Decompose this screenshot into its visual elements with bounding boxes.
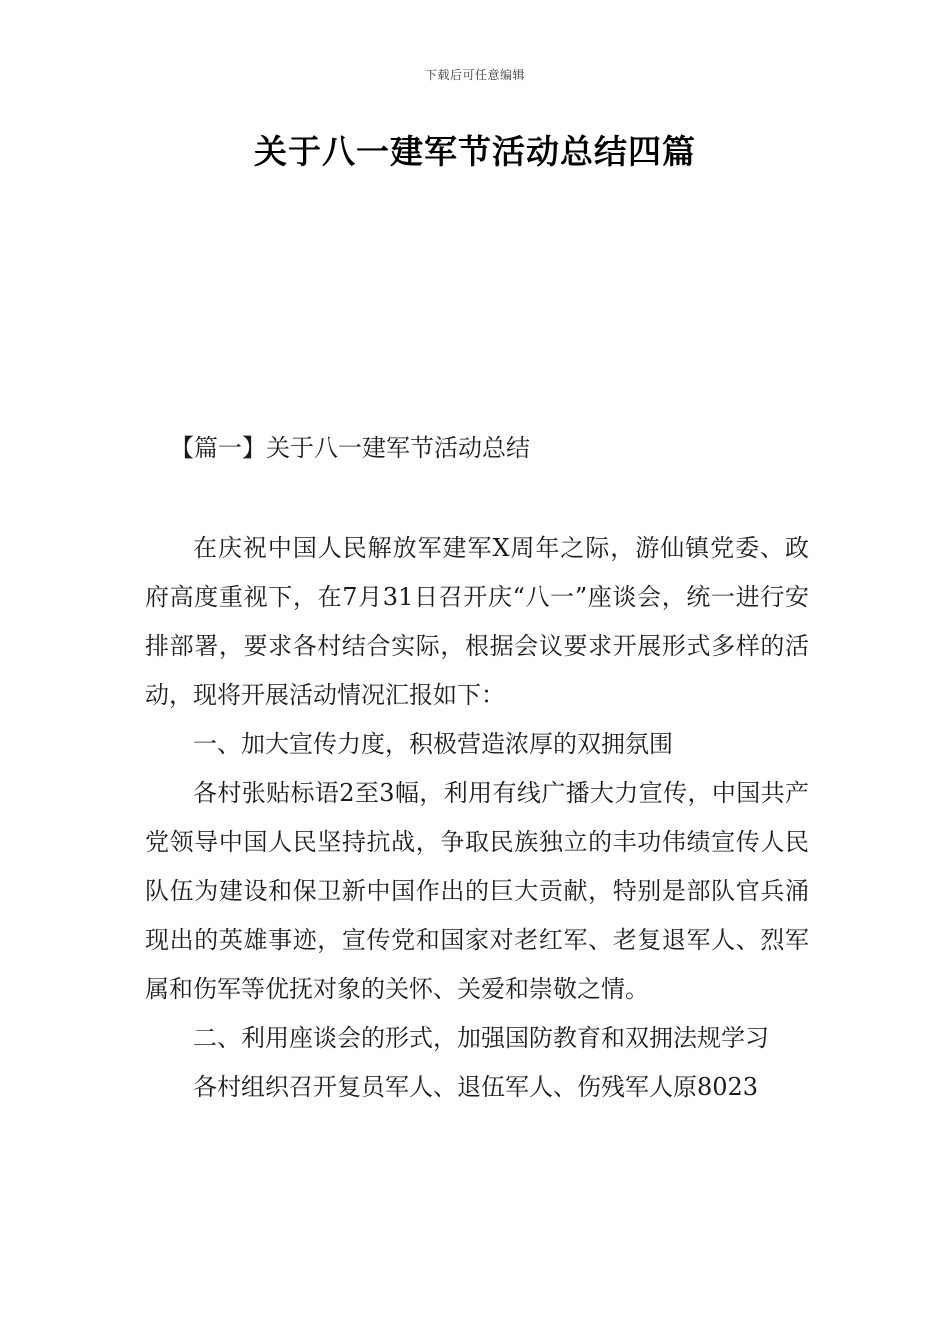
paragraph-meetings: 各村组织召开复员军人、退伍军人、伤残军人原8023 [193,1073,759,1101]
section-heading: 【篇一】关于八一建军节活动总结 [170,434,530,462]
document-title: 关于八一建军节活动总结四篇 [254,132,696,171]
paragraph-heading-one: 一、加大宣传力度，积极营造浓厚的双拥氛围 [193,730,673,758]
paragraph-publicity: 各村张贴标语2至3幅，利用有线广播大力宣传，中国共产党领导中国人民坚持抗战，争取民族独立的丰功伟绩宣传人民队伍为建设和保卫新中国作出的巨大贡献，特别是部队官兵涌现出的英雄事迹，宣传党和国家对老红军、老复退军人、烈军属和伤军等优抚对象的关怀、关爱和崇敬之情。 [145,779,809,1003]
paragraph-intro: 在庆祝中国人民解放军建军X周年之际，游仙镇党委、政府高度重视下，在7月31日召开庆“八一”座谈会，统一进行安排部署，要求各村结合实际，根据会议要求开展形式多样的活动，现将开展活动情况汇报如下： [145,534,809,709]
header-note: 下载后可任意编辑 [424,68,525,82]
document-body [145,524,809,1112]
paragraph-heading-two: 二、利用座谈会的形式，加强国防教育和双拥法规学习 [193,1024,769,1052]
